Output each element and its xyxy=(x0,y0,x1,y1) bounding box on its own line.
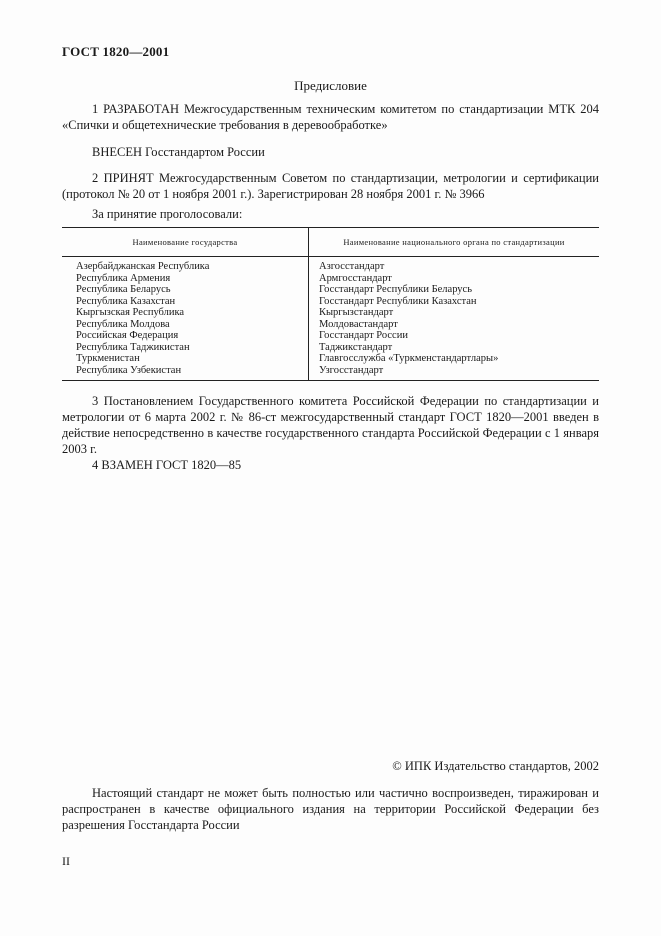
section-title: Предисловие xyxy=(294,78,367,93)
page-number: II xyxy=(62,854,70,868)
table-header-body: Наименование национального органа по стандартизации xyxy=(343,237,565,247)
table-row xyxy=(62,273,599,285)
table-row xyxy=(62,342,599,354)
table-cell-state: Азербайджанская Республика xyxy=(76,261,210,272)
table-cell-state: Республика Молдова xyxy=(76,318,170,330)
table-cell-state: Туркменистан xyxy=(76,353,140,364)
paragraph-replaces-text: 4 ВЗАМЕН ГОСТ 1820—85 xyxy=(92,458,242,472)
table-cell-body: Молдовастандарт xyxy=(319,318,398,330)
table-body xyxy=(62,261,599,376)
table-row xyxy=(62,353,599,365)
voting-table xyxy=(62,227,599,381)
paragraph-replaces xyxy=(62,457,599,473)
table-row xyxy=(62,365,599,377)
paragraph-adopted-text: 2 ПРИНЯТ Межгосударственным Советом по стандартизации, метрологии и сертификации (протокол № 20 от 1 ноября 2001 г.). Зарегистрирован 28 ноября 2001 г. № 3966 xyxy=(62,171,599,201)
paragraph-introduced xyxy=(62,144,599,160)
document-id-header: ГОСТ 1820—2001 xyxy=(62,44,170,59)
paragraph-decree-text: 3 Постановлением Государственного комитета Российской Федерации по стандартизации и метрологии от 6 марта 2002 г. № 86-ст межгосударственный стандарт ГОСТ 1820—2001 введен в действие непосредственно в качестве государственного стандарта Российской Федерации с 1 января 2003 г. xyxy=(62,394,599,456)
table-cell-body: Госстандарт Республики Казахстан xyxy=(319,295,477,307)
table-row xyxy=(62,296,599,308)
table-row xyxy=(62,307,599,319)
paragraph-decree xyxy=(62,393,599,457)
paragraph-developed xyxy=(62,101,599,133)
table-row xyxy=(62,261,599,273)
paragraph-adopted xyxy=(62,170,599,202)
table-cell-state: Республика Казахстан xyxy=(76,295,176,307)
table-cell-state: Республика Узбекистан xyxy=(76,364,182,376)
table-cell-body: Узгосстандарт xyxy=(319,364,384,376)
paragraph-introduced-text: ВНЕСЕН Госстандартом России xyxy=(92,145,265,159)
table-cell-body: Главгосслужба «Туркменстандартлары» xyxy=(319,353,499,364)
table-cell-state: Республика Армения xyxy=(76,272,171,284)
table-cell-state: Российская Федерация xyxy=(76,330,179,341)
table-header-state: Наименование государства xyxy=(132,237,238,247)
copyright-line: © ИПК Издательство стандартов, 2002 xyxy=(392,759,599,773)
table-row xyxy=(62,319,599,331)
table-cell-body: Госстандарт России xyxy=(319,330,408,341)
paragraph-developed-text: 1 РАЗРАБОТАН Межгосударственным техническим комитетом по стандартизации МТК 204 «Спички и общетехнические требования в деревообработке» xyxy=(62,102,599,132)
table-row xyxy=(62,330,599,342)
table-row xyxy=(62,284,599,296)
table-cell-body: Госстандарт Республики Беларусь xyxy=(319,284,473,295)
table-cell-body: Армгосстандарт xyxy=(319,272,392,284)
table-cell-state: Республика Беларусь xyxy=(76,284,171,295)
table-cell-state: Республика Таджикистан xyxy=(76,341,190,353)
table-cell-body: Азгосстандарт xyxy=(319,261,385,272)
paragraph-voted-text: За принятие проголосовали: xyxy=(92,207,243,221)
table-header-row xyxy=(62,228,599,257)
copyright-notice-text: Настоящий стандарт не может быть полностью или частично воспроизведен, тиражирован и распространен в качестве официального издания на территории Российской Федерации без разрешения Госстандарта России xyxy=(62,786,599,832)
table-cell-body: Кыргызстандарт xyxy=(319,307,394,318)
table-cell-state: Кыргызская Республика xyxy=(76,307,185,318)
copyright-notice xyxy=(62,785,599,833)
table-cell-body: Таджикстандарт xyxy=(319,341,393,353)
paragraph-voted xyxy=(62,206,599,222)
